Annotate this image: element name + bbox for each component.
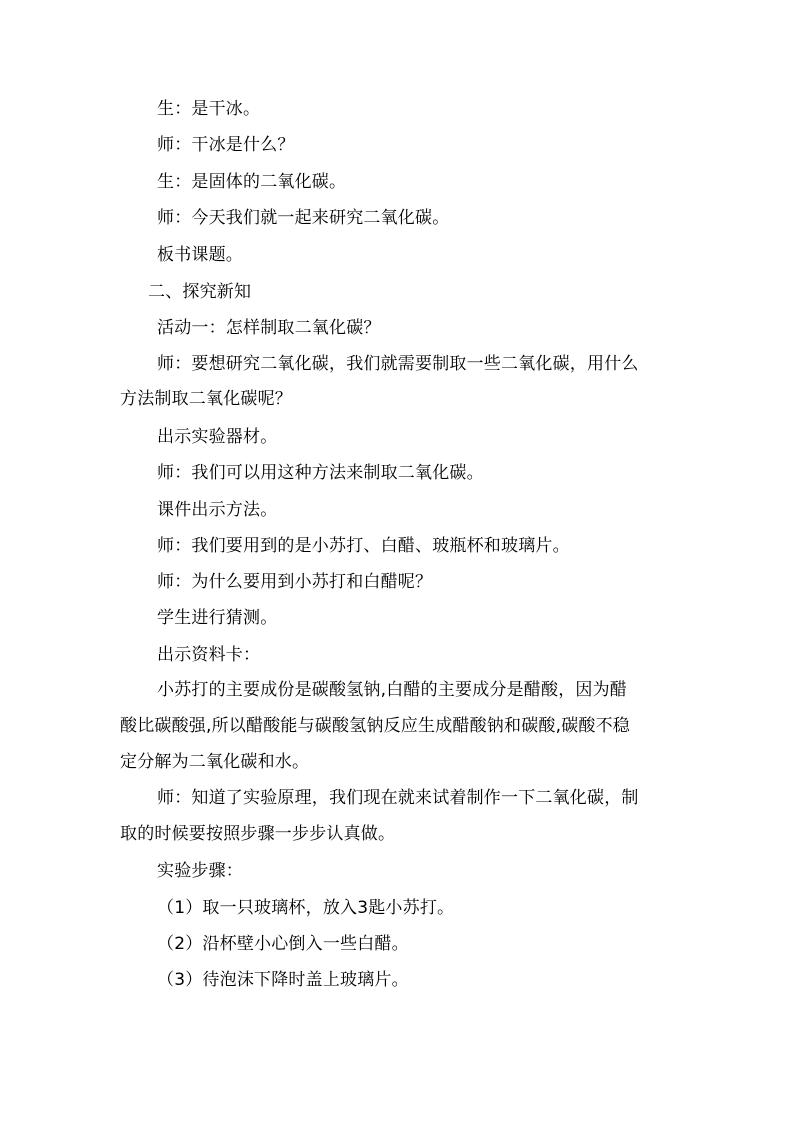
text-line: 生：是干冰。 (157, 99, 261, 119)
text-line: 实验步骤： (157, 861, 243, 881)
text-line: 酸比碳酸强,所以醋酸能与碳酸氢钠反应生成醋酸钠和碳酸,碳酸不稳 (120, 716, 631, 736)
text-line: 师：今天我们就一起来研究二氧化碳。 (157, 208, 450, 228)
step-item: （3）待泡沫下降时盖上玻璃片。 (157, 970, 409, 990)
text-line: 出示资料卡： (157, 645, 261, 665)
section-heading: 二、探究新知 (148, 282, 252, 302)
text-line: 师：干冰是什么？ (157, 135, 295, 155)
text-line: 课件出示方法。 (157, 500, 278, 520)
text-line: 学生进行猜测。 (157, 608, 278, 628)
text-line: 师：知道了实验原理，我们现在就来试着制作一下二氧化碳，制 (157, 788, 639, 808)
text-line: 师：我们要用到的是小苏打、白醋、玻瓶杯和玻璃片。 (157, 536, 570, 556)
text-line: 板书课题。 (157, 245, 243, 265)
activity-heading: 活动一：怎样制取二氧化碳？ (157, 318, 381, 338)
text-line: 生：是固体的二氧化碳。 (157, 172, 347, 192)
step-item: （1）取一只玻璃杯，放入3匙小苏打。 (157, 898, 455, 918)
text-line: 取的时候要按照步骤一步步认真做。 (120, 824, 396, 844)
step-item: （2）沿杯壁小心倒入一些白醋。 (157, 934, 409, 954)
text-line: 方法制取二氧化碳呢？ (120, 389, 292, 409)
text-line: 师：要想研究二氧化碳，我们就需要制取一些二氧化碳，用什么 (157, 354, 639, 374)
text-line: 出示实验器材。 (157, 427, 278, 447)
text-line: 小苏打的主要成份是碳酸氢钠,白醋的主要成分是醋酸，因为醋 (157, 680, 628, 700)
text-line: 师：为什么要用到小苏打和白醋呢？ (157, 572, 433, 592)
text-line: 定分解为二氧化碳和水。 (120, 752, 310, 772)
text-line: 师：我们可以用这种方法来制取二氧化碳。 (157, 463, 484, 483)
